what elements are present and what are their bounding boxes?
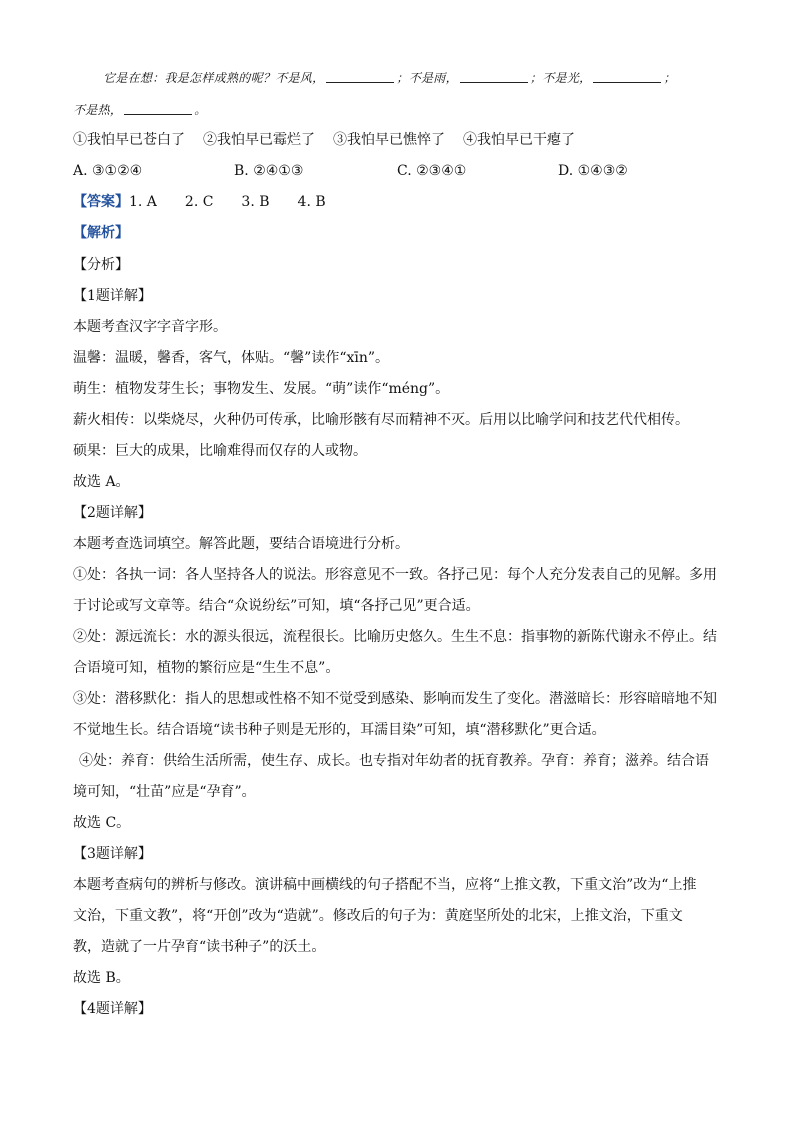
- q2-line: ④处：养育：供给生活所需，使生存、成长。也专指对年幼者的抚育教养。孕育：养育；滋养。结合语: [79, 753, 709, 769]
- q1-line: 硕果：巨大的成果，比喻难得而仅存的人或物。: [73, 443, 367, 459]
- question-sentence-line-1: [103, 70, 676, 84]
- q3-conclusion: 故选 B。: [73, 970, 130, 986]
- phrase-options: [73, 133, 575, 147]
- q3-line: 文治，下重文教”，将“开创”改为“造就”。修改后的句子为：黄庭坚所处的北宋，上推文治，下重文: [73, 908, 683, 924]
- choice-d: D. ①④③②: [558, 163, 628, 179]
- blank: [124, 102, 192, 115]
- sentence-part: 。: [194, 103, 207, 117]
- sentence-part: ；不是雨，: [396, 71, 458, 85]
- answer-line: [73, 195, 326, 209]
- phrase-3: ③我怕早已憔悴了: [333, 132, 445, 148]
- question-sentence-line-2: [73, 102, 207, 116]
- q1-heading: 【1题详解】: [73, 288, 152, 304]
- phrase-2: ②我怕早已霉烂了: [203, 132, 315, 148]
- q2-line: ③处：潜移默化：指人的思想或性格不知不觉受到感染、影响而发生了变化。潜滋暗长：形容暗暗地不知: [73, 691, 717, 707]
- q2-line: 合语境可知，植物的繁衍应是“生生不息”。: [73, 660, 340, 676]
- jiexi-label: 【解析】: [73, 225, 129, 241]
- q3-heading: 【3题详解】: [73, 846, 152, 862]
- q2-line: 不觉地生长。结合语境“读书种子则是无形的，耳濡目染”可知，填“潜移默化”更合适。: [73, 722, 606, 738]
- blank: [326, 70, 394, 83]
- phrase-1: ①我怕早已苍白了: [73, 132, 185, 148]
- blank: [460, 70, 528, 83]
- q1-line: 萌生：植物发芽生长；事物发生、发展。“萌”读作“méng”。: [73, 381, 450, 397]
- sentence-part: ；: [663, 71, 676, 85]
- q3-line: 教，造就了一片孕育“读书种子”的沃土。: [73, 939, 326, 955]
- q2-line: 境可知，“壮苗”应是“孕育”。: [73, 784, 256, 800]
- analysis-heading: [73, 226, 129, 240]
- q1-line: 薪火相传：以柴烧尽，火种仍可传承，比喻形骸有尽而精神不灭。后用以比喻学问和技艺代代相传。: [73, 412, 689, 428]
- answer-values: 1. A 2. C 3. B 4. B: [129, 194, 326, 210]
- q2-conclusion: 故选 C。: [73, 815, 131, 831]
- blank: [593, 70, 661, 83]
- answer-label: 【答案】: [73, 194, 129, 210]
- q2-line: ①处：各执一词：各人坚持各人的说法。形容意见不一致。各抒己见：每个人充分发表自己的见解。多用: [73, 567, 717, 583]
- sentence-part: 不是热，: [73, 103, 123, 117]
- q2-line: ②处：源远流长：水的源头很远，流程很长。比喻历史悠久。生生不息：指事物的新陈代谢永不停止。结: [73, 629, 717, 645]
- choice-a: A. ③①②④: [73, 163, 143, 179]
- phrase-4: ④我怕早已干瘪了: [463, 132, 575, 148]
- fenxi-heading: 【分析】: [73, 257, 129, 273]
- q2-line: 于讨论或写文章等。结合“众说纷纭”可知，填“各抒己见”更合适。: [73, 598, 480, 614]
- q2-intro: 本题考查选词填空。解答此题，要结合语境进行分析。: [73, 536, 409, 552]
- choice-b: B. ②④①③: [234, 163, 304, 179]
- q1-line: 温馨：温暖，馨香，客气，体贴。“馨”读作“xīn”。: [73, 350, 390, 366]
- q4-heading: 【4题详解】: [73, 1001, 152, 1017]
- choice-c: C. ②③④①: [397, 163, 467, 179]
- sentence-part: ；不是光，: [529, 71, 592, 85]
- q2-heading: 【2题详解】: [73, 505, 152, 521]
- q1-intro: 本题考查汉字字音字形。: [73, 319, 227, 335]
- q1-conclusion: 故选 A。: [73, 474, 130, 490]
- q3-line: 本题考查病句的辨析与修改。演讲稿中画横线的句子搭配不当，应将“上推文教，下重文治”改为“上推: [73, 877, 697, 893]
- sentence-part: 它是在想：我是怎样成熟的呢？不是风，: [103, 71, 325, 85]
